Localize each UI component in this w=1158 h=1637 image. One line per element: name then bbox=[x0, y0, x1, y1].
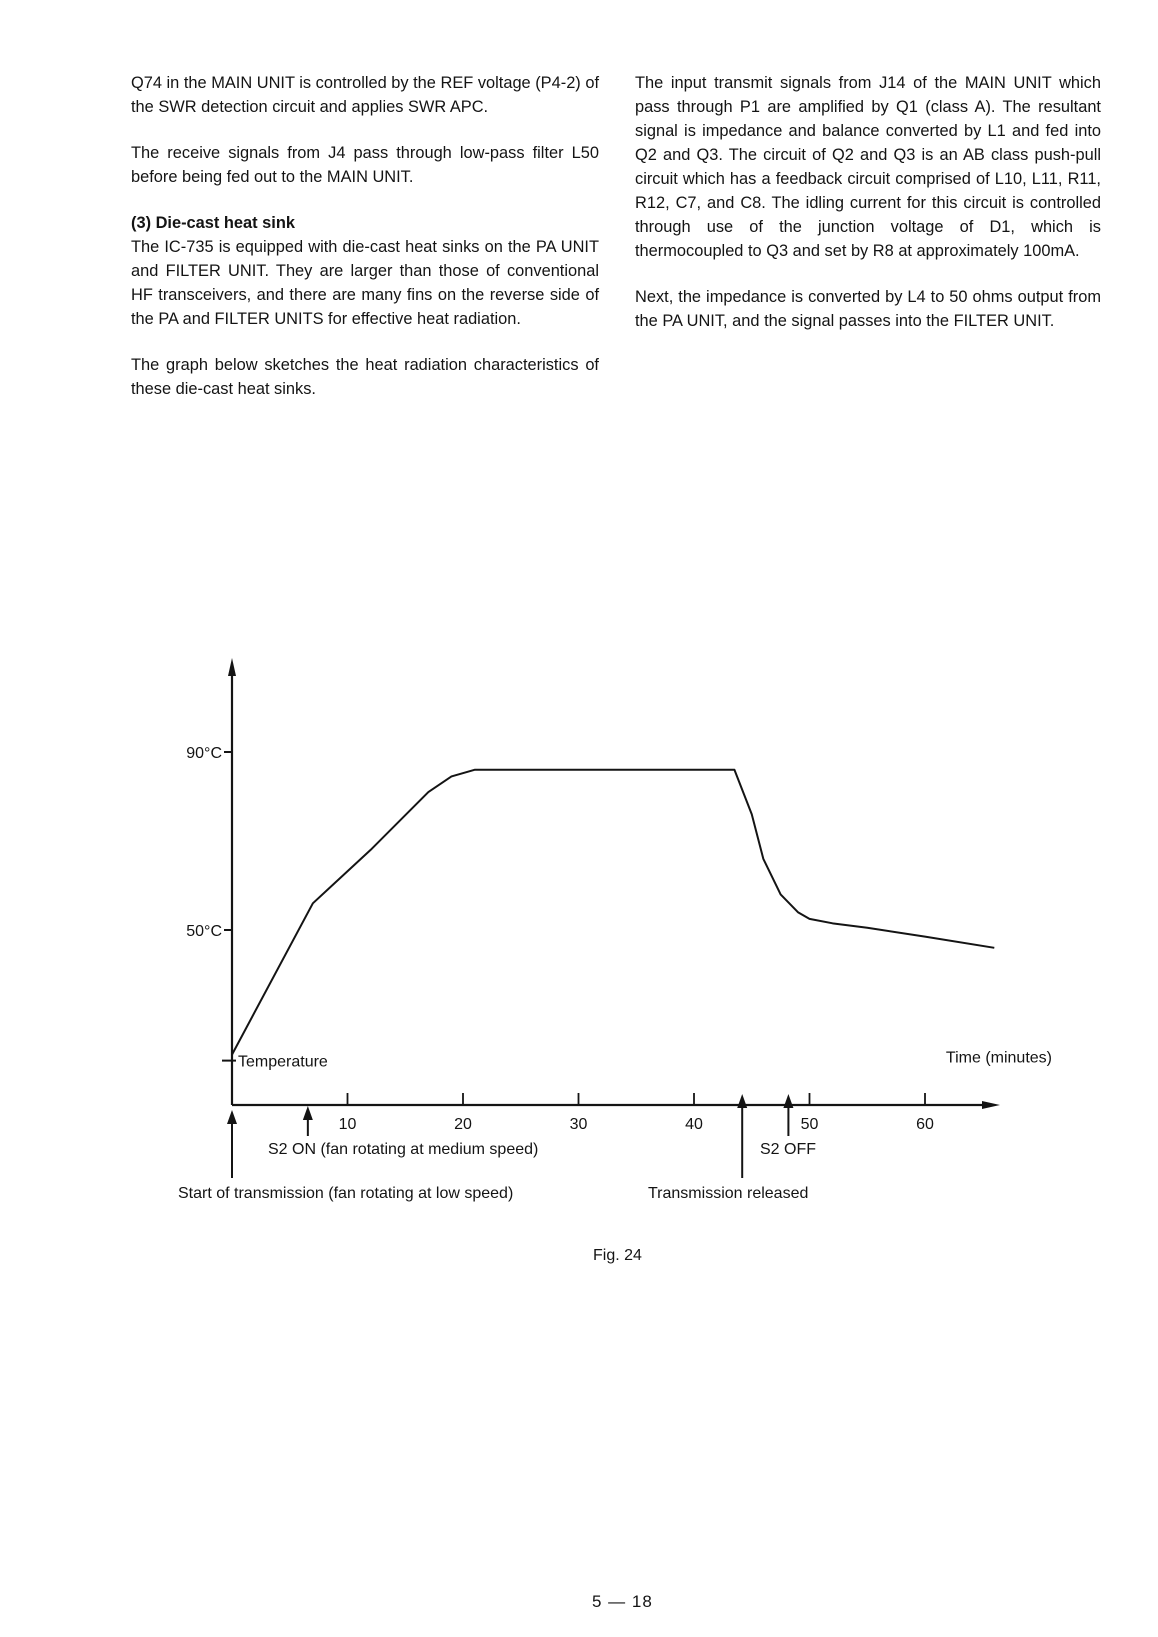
arrow-start-transmission-head bbox=[227, 1110, 237, 1124]
annotation-s2-off: S2 OFF bbox=[760, 1141, 817, 1158]
x-tick-label-40: 40 bbox=[685, 1116, 703, 1133]
y-tick-label-90: 90°C bbox=[186, 745, 222, 762]
x-axis-label: Time (minutes) bbox=[945, 1049, 1052, 1067]
paragraph-graph-intro: The graph below sketches the heat radiation characteristics of these die-cast heat sinks. bbox=[131, 356, 599, 398]
annotation-s2-on: S2 ON (fan rotating at medium speed) bbox=[268, 1141, 539, 1158]
x-tick-label-20: 20 bbox=[454, 1116, 472, 1133]
arrow-transmission-released-head bbox=[737, 1094, 747, 1108]
section-heading: (3) Die-cast heat sink bbox=[131, 214, 295, 232]
x-tick-label-10: 10 bbox=[338, 1116, 357, 1133]
annotation-transmission-released: Transmission released bbox=[648, 1185, 809, 1202]
page-number: 5 — 18 bbox=[592, 1592, 653, 1611]
x-axis-arrowhead bbox=[982, 1101, 1000, 1109]
paragraph-swr-apc: Q74 in the MAIN UNIT is controlled by the REF voltage (P4-2) of the SWR detection circuit and applies SWR APC. bbox=[131, 74, 599, 116]
y-tick-label-50: 50°C bbox=[186, 923, 222, 940]
paragraph-heat-sink: The IC-735 is equipped with die-cast heat sinks on the PA UNIT and FILTER UNIT. They are larger than those of conventional HF transceivers, and there are many fins on the reverse side of the PA and FILTER UNITS for effective heat radiation. bbox=[131, 238, 599, 328]
y-axis-label: Temperature bbox=[238, 1053, 328, 1071]
x-tick-label-50: 50 bbox=[800, 1116, 819, 1133]
figure-caption: Fig. 24 bbox=[593, 1247, 642, 1264]
paragraph-receive-signals: The receive signals from J4 pass through low-pass filter L50 before being fed out to the MAIN UNIT. bbox=[131, 144, 599, 186]
y-axis-arrowhead bbox=[228, 658, 236, 676]
paragraph-impedance: Next, the impedance is converted by L4 to 50 ohms output from the PA UNIT, and the signal passes into the FILTER UNIT. bbox=[635, 288, 1101, 330]
arrow-s2-on-head bbox=[303, 1106, 313, 1120]
paragraph-transmit-signals: The input transmit signals from J14 of the MAIN UNIT which pass through P1 are amplified by Q1 (class A). The resultant signal is impedance and balance converted by L1 and fed into Q2 and Q3. The circuit of Q2 and Q3 is an AB class push-pull circuit which has a feedback circuit comprised of L10, L11, R11, R12, C7, and C8. The idling current for this circuit is controlled through use of the junction voltage of D1, which is thermocoupled to Q3 and set by R8 at approximately 100mA. bbox=[635, 74, 1101, 260]
arrow-s2-off-head bbox=[783, 1094, 793, 1108]
temperature-curve bbox=[232, 770, 994, 1055]
annotation-start-transmission: Start of transmission (fan rotating at low speed) bbox=[178, 1185, 514, 1202]
x-tick-label-30: 30 bbox=[569, 1116, 588, 1133]
x-tick-label-60: 60 bbox=[916, 1116, 934, 1133]
